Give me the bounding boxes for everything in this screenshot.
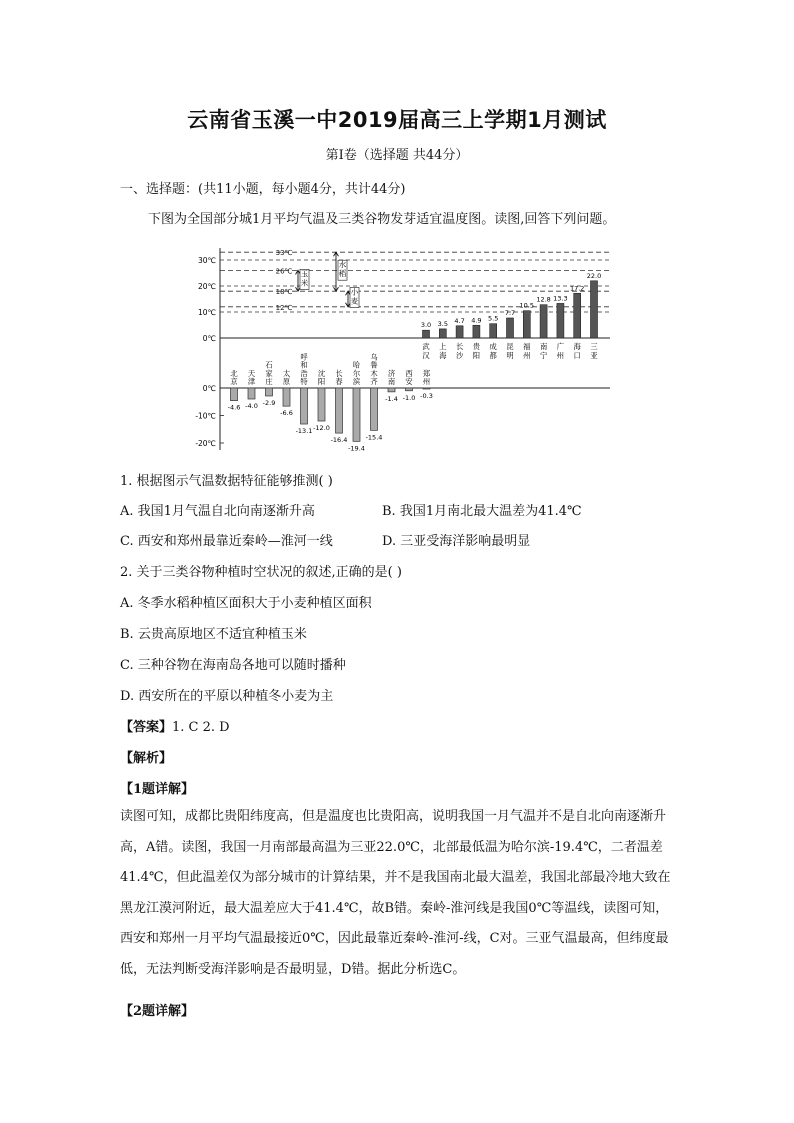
negative-bar <box>423 388 430 389</box>
negative-city-char: 滨 <box>352 377 361 386</box>
positive-bar <box>473 325 480 338</box>
negative-city-char: 南 <box>387 377 396 386</box>
negative-city-char: 乌 <box>370 352 378 362</box>
section-subtitle: 第Ⅰ卷（选择题 共44分） <box>325 148 469 163</box>
positive-value-label: 4.9 <box>471 316 482 325</box>
positive-bar <box>507 318 514 338</box>
negative-bar <box>353 388 360 441</box>
negative-bar <box>266 388 273 396</box>
crop-label-char: 稻 <box>338 269 347 279</box>
negative-value-label: -2.9 <box>262 398 276 407</box>
positive-city-char: 昆 <box>506 342 514 351</box>
crop-label-char: 米 <box>300 278 309 288</box>
positive-value-label: 13.3 <box>553 294 568 303</box>
negative-bar <box>231 388 238 401</box>
positive-bar <box>456 326 463 338</box>
positive-city-char: 上 <box>439 342 447 351</box>
negative-city-char: 西 <box>405 368 413 378</box>
negative-city-char: 郑 <box>422 368 431 378</box>
positive-bar <box>490 324 497 338</box>
negative-value-label: -19.4 <box>348 444 365 453</box>
question-1-option-d: D. 三亚受海洋影响最明显 <box>382 534 531 549</box>
negative-city-char: 木 <box>370 368 378 378</box>
detail-2-label: 【2题详解】 <box>120 1004 195 1019</box>
negative-city-char: 州 <box>422 377 431 386</box>
crop-label-char: 麦 <box>350 296 359 306</box>
negative-city-char: 哈 <box>352 360 361 370</box>
question-1-option-c: C. 西安和郑州最靠近秦岭—淮河一线 <box>120 534 333 549</box>
positive-city-char: 沙 <box>455 351 464 360</box>
positive-city-char: 都 <box>489 351 497 360</box>
detail-1-label: 【1题详解】 <box>120 782 195 797</box>
positive-bar <box>574 293 581 338</box>
negative-city-char: 阳 <box>317 377 326 386</box>
negative-city-char: 京 <box>230 377 238 386</box>
negative-city-char: 津 <box>247 377 256 386</box>
negative-value-label: -12.0 <box>313 424 330 432</box>
negative-bar <box>318 388 325 421</box>
positive-value-label: 17.2 <box>569 284 585 293</box>
negative-city-char: 庄 <box>265 377 273 386</box>
negative-city-char: 太 <box>282 368 291 378</box>
answer-text: 1. C 2. D <box>172 720 230 735</box>
question-1-option-b: B. 我国1月南北最大温差为41.4℃ <box>382 504 582 519</box>
positive-bar <box>591 281 598 338</box>
negative-city-char: 和 <box>300 360 308 370</box>
detail-1-text: 读图可知，成都比贵阳纬度高，但是温度也比贵阳高，说明我国一月气温并不是自北向南逐渐升高，A错。读图，我国一月南部最高温为三亚22.0℃，北部最低温为哈尔滨-19.4℃，二者温差41.4℃，但此温差仅为部分城市的计算结果，并不是我国南北最大温差，我国北部最冷地大致在黑龙江漠河附近，最大温差应大于41.4℃，故B错。秦岭-淮河线是我国0℃等温线，读图可知，西安和郑州一月平均气温最接近0℃，因此最靠近秦岭-淮河-线，C对。三亚气温最高，但纬度最低，无法判断受海洋影响是否最明显，D错。据此分析选C。 <box>120 809 671 977</box>
negative-value-label: -4.6 <box>227 403 241 412</box>
threshold-label: 18℃ <box>275 288 293 297</box>
positive-value-label: 7.7 <box>504 308 516 317</box>
positive-city-char: 广 <box>556 342 565 351</box>
positive-city-char: 亚 <box>590 351 598 360</box>
lower-tick-label: 0℃ <box>202 384 216 393</box>
question-intro: 下图为全国部分城1月平均气温及三类谷物发芽适宜温度图。读图,回答下列问题。 <box>148 212 616 227</box>
lower-tick-label: -10℃ <box>195 411 216 421</box>
upper-tick-label: 20℃ <box>198 282 216 291</box>
positive-bar <box>523 311 530 338</box>
negative-city-char: 石 <box>265 360 273 370</box>
positive-city-char: 宁 <box>539 351 548 360</box>
threshold-label: 26℃ <box>275 267 293 276</box>
positive-city-char: 武 <box>422 342 430 351</box>
positive-city-char: 南 <box>539 342 548 351</box>
negative-city-char: 尔 <box>352 368 361 378</box>
negative-city-char: 北 <box>230 368 238 378</box>
negative-city-char: 原 <box>282 377 291 386</box>
temperature-chart <box>186 240 626 458</box>
negative-bar <box>388 388 395 392</box>
negative-value-label: -13.1 <box>295 427 313 436</box>
negative-value-label: -6.6 <box>280 409 293 418</box>
positive-city-char: 州 <box>523 351 531 360</box>
negative-value-label: -1.0 <box>402 393 416 402</box>
negative-city-char: 沈 <box>317 368 326 378</box>
negative-value-label: -4.0 <box>245 402 258 410</box>
answer-line <box>120 716 230 735</box>
negative-bar <box>406 388 413 391</box>
crop-label-char: 玉 <box>300 269 309 279</box>
question-2-stem: 2. 关于三类谷物种植时空状况的叙述,正确的是( ) <box>120 565 402 580</box>
negative-value-label: -1.4 <box>385 394 398 403</box>
answer-label: 【答案】 <box>120 720 173 735</box>
threshold-label: 12℃ <box>275 303 293 312</box>
question-2-option-a: A. 冬季水稻种植区面积大于小麦种植区面积 <box>120 596 372 611</box>
negative-city-char: 呼 <box>300 352 308 362</box>
negative-city-char: 齐 <box>370 377 378 386</box>
positive-city-char: 明 <box>506 351 514 360</box>
question-2-option-c: C. 三种谷物在海南岛各地可以随时播种 <box>120 658 346 673</box>
negative-city-char: 特 <box>300 377 308 386</box>
negative-bar <box>336 388 343 433</box>
negative-value-label: -15.4 <box>365 433 383 442</box>
upper-tick-label: 10℃ <box>198 308 216 317</box>
positive-bar <box>439 329 446 338</box>
upper-tick-label: 0℃ <box>202 334 216 343</box>
negative-city-char: 济 <box>387 368 396 378</box>
question-1-option-a: A. 我国1月气温自北向南逐渐升高 <box>120 504 315 519</box>
negative-value-label: -0.3 <box>420 391 433 400</box>
positive-bar <box>540 305 547 338</box>
analysis-label: 【解析】 <box>120 751 173 766</box>
threshold-label: 33℃ <box>275 249 293 258</box>
positive-city-char: 贵 <box>472 342 481 351</box>
positive-city-char: 福 <box>523 342 531 351</box>
positive-bar <box>423 330 430 338</box>
positive-value-label: 3.0 <box>420 321 432 330</box>
chart-svg <box>186 240 626 458</box>
negative-city-char: 春 <box>335 377 343 386</box>
positive-city-char: 成 <box>489 342 497 351</box>
section-heading: 一、选择题：(共11小题，每小题4分，共计44分) <box>120 182 406 197</box>
negative-city-char: 天 <box>247 368 256 378</box>
positive-city-char: 阳 <box>472 351 481 360</box>
negative-bar <box>371 388 378 430</box>
positive-value-label: 22.0 <box>586 271 602 280</box>
negative-city-char: 家 <box>265 368 273 378</box>
question-1-stem: 1. 根据图示气温数据特征能够推测( ) <box>120 474 333 489</box>
positive-value-label: 3.5 <box>437 319 448 328</box>
question-2-option-d: D. 西安所在的平原以种植冬小麦为主 <box>120 689 334 704</box>
positive-city-char: 三 <box>590 342 598 351</box>
negative-city-char: 安 <box>405 377 413 386</box>
question-2-option-b: B. 云贵高原地区不适宜种植玉米 <box>120 627 307 642</box>
positive-value-label: 10.5 <box>519 301 535 310</box>
crop-label-char: 小 <box>350 287 359 297</box>
positive-value-label: 4.7 <box>454 316 465 325</box>
positive-bar <box>557 303 564 338</box>
positive-city-char: 海 <box>573 342 581 351</box>
positive-value-label: 12.8 <box>536 295 551 304</box>
negative-bar <box>283 388 290 406</box>
positive-city-char: 口 <box>573 351 581 360</box>
positive-city-char: 汉 <box>422 351 430 360</box>
positive-city-char: 海 <box>439 351 447 360</box>
document-title: 云南省玉溪一中2019届高三上学期1月测试 <box>187 108 607 132</box>
negative-city-char: 浩 <box>300 368 308 378</box>
positive-city-char: 州 <box>556 351 565 360</box>
negative-city-char: 鲁 <box>370 360 378 370</box>
positive-value-label: 5.5 <box>488 314 499 323</box>
positive-city-char: 长 <box>455 342 464 351</box>
negative-value-label: -16.4 <box>330 436 348 445</box>
negative-bar <box>301 388 308 424</box>
negative-bar <box>248 388 255 399</box>
upper-tick-label: 30℃ <box>198 256 216 265</box>
lower-tick-label: -20℃ <box>195 439 216 448</box>
crop-label-char: 水 <box>338 260 347 270</box>
negative-city-char: 长 <box>335 368 343 378</box>
